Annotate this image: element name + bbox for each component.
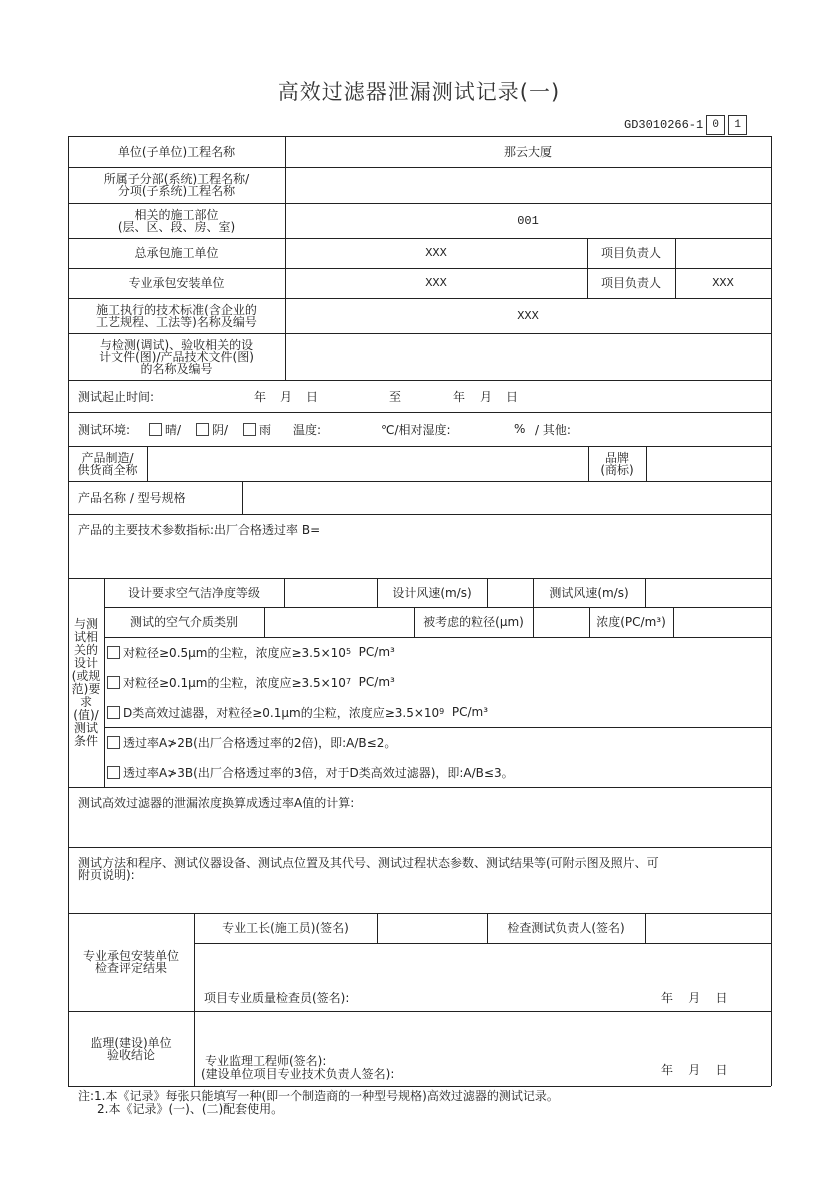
start-day: 日 <box>306 389 319 404</box>
supervision-label-line2: 验收结论 <box>106 1047 155 1062</box>
checkbox[interactable] <box>107 646 120 659</box>
main-params[interactable]: 产品的主要技术参数指标:出厂合格透过率 B= <box>78 523 321 537</box>
weather-option-rainy[interactable] <box>243 412 271 446</box>
location-label <box>68 203 285 238</box>
ratio-condition-item[interactable] <box>107 757 514 787</box>
supervision-date[interactable]: 年 月 日 <box>661 1062 728 1077</box>
test-velocity-value[interactable] <box>645 578 771 607</box>
end-month: 月 <box>480 389 493 404</box>
general-pm-label: 项目负责人 <box>600 246 661 260</box>
end-day: 日 <box>506 389 519 404</box>
standard-label-line1: 施工执行的技术标准(含企业的 <box>96 302 257 317</box>
name-model-value[interactable] <box>242 481 771 514</box>
project-name-value[interactable]: 那云大厦 <box>503 144 552 159</box>
condition-unit: PC/m³ <box>351 675 395 689</box>
condition-text: 对粒径≥0.5μm的尘粒，浓度应≥3.5×10 <box>123 645 346 660</box>
medium-value[interactable] <box>264 607 414 637</box>
start-month: 月 <box>280 389 293 404</box>
general-pm-value[interactable] <box>675 238 771 268</box>
table-border-right <box>771 136 772 1086</box>
medium-label: 测试的空气介质类别 <box>129 615 238 629</box>
ratio-condition-text: 透过率A≯2B(出厂合格透过率的2倍)，即:A/B≤2。 <box>123 735 397 750</box>
location-label-line1: 相关的施工部位 <box>134 207 219 222</box>
checkbox[interactable] <box>149 423 162 436</box>
test-time-label: 测试起止时间: <box>78 389 155 404</box>
particle-size-label: 被考虑的粒径(μm) <box>423 615 524 629</box>
inspection-date[interactable]: 年 月 日 <box>661 990 728 1005</box>
note-2: 2.本《记录》(一)、(二)配套使用。 <box>97 1102 284 1116</box>
checkbox[interactable] <box>107 676 120 689</box>
manufacturer-label <box>68 446 147 481</box>
particle-size-value[interactable] <box>533 607 589 637</box>
row-divider <box>194 943 771 944</box>
specialty-pm-value[interactable]: XXX <box>712 276 734 290</box>
brand-label-line1: 品牌 <box>604 450 629 465</box>
ratio-condition-text: 透过率A≯3B(出厂合格透过率的3倍，对于D类高效过滤器)，即:A/B≤3。 <box>123 765 514 780</box>
quality-inspector-label[interactable]: 项目专业质量检查员(签名): <box>204 990 350 1005</box>
inspection-label-line1: 专业承包安装单位 <box>82 949 179 963</box>
design-docs-value[interactable] <box>285 333 771 380</box>
code-box-1[interactable]: 0 <box>706 115 725 135</box>
method-label-line1: 测试方法和程序、测试仪器设备、测试点位置及其代号、测试过程状态参数、测试结果等(可附示图及照片、可 <box>78 856 659 870</box>
name-model-label: 产品名称 / 型号规格 <box>78 490 186 505</box>
design-docs-label-line1: 与检测(调试)、验收相关的设 <box>99 337 254 352</box>
inspection-label-line2: 检查评定结果 <box>94 961 167 975</box>
general-contractor-label: 总承包施工单位 <box>134 246 219 260</box>
code-box-2[interactable]: 1 <box>728 115 747 135</box>
environment-label: 测试环境: <box>78 422 131 437</box>
sunny-label: 晴/ <box>165 422 182 437</box>
end-year: 年 <box>453 389 466 404</box>
checkbox[interactable] <box>243 423 256 436</box>
foreman-signature[interactable] <box>377 913 487 943</box>
condition-item[interactable]: 对粒径≥0.1μm的尘粒，浓度应≥3.5×10 7 PC/m³ <box>107 667 395 697</box>
checkbox[interactable] <box>107 736 120 749</box>
brand-label-line2: (商标) <box>600 462 634 477</box>
design-docs-label <box>68 333 285 380</box>
engineer-label-line2: (建设单位项目专业技术负责人签名): <box>201 1067 395 1081</box>
row-divider <box>68 380 771 381</box>
subdivision-value[interactable] <box>285 167 771 203</box>
checkbox[interactable] <box>107 766 120 779</box>
brand-value[interactable] <box>646 446 771 481</box>
humidity-label: ℃/相对湿度: <box>381 422 451 437</box>
supervision-label-line1: 监理(建设)单位 <box>90 1035 172 1050</box>
temperature-label: 温度: <box>293 422 322 437</box>
test-leader-label: 检查测试负责人(签名) <box>507 921 625 935</box>
design-velocity-value[interactable] <box>487 578 533 607</box>
weather-option-cloudy[interactable] <box>196 412 228 446</box>
requirements-side-label: 与测试相关的设计(或规范)要求(值)/测试条件 <box>71 616 101 748</box>
method-section[interactable] <box>68 847 771 913</box>
condition-item[interactable]: D类高效过滤器，对粒径≥0.1μm的尘粒，浓度应≥3.5×10 9 PC/m³ <box>107 697 488 727</box>
test-leader-signature[interactable] <box>645 913 771 943</box>
brand-label <box>588 446 646 481</box>
supervision-label <box>68 1011 194 1086</box>
subdivision-label-line1: 所属子分部(系统)工程名称/ <box>103 172 250 186</box>
other-label: / 其他: <box>535 422 571 437</box>
condition-text: D类高效过滤器，对粒径≥0.1μm的尘粒，浓度应≥3.5×10 <box>123 705 440 720</box>
condition-unit: PC/m³ <box>444 705 489 719</box>
condition-text: 对粒径≥0.1μm的尘粒，浓度应≥3.5×10 <box>123 675 346 690</box>
location-label-line2: (层、区、段、房、室) <box>117 219 236 234</box>
rainy-label: 雨 <box>259 422 272 437</box>
condition-unit: PC/m³ <box>351 645 395 659</box>
to-label: 至 <box>389 389 402 404</box>
specialty-contractor-value[interactable]: XXX <box>425 276 447 290</box>
standard-label <box>68 298 285 333</box>
manufacturer-label-line2: 供货商全称 <box>77 462 138 477</box>
percent-label: % <box>514 422 526 436</box>
design-velocity-label: 设计风速(m/s) <box>392 585 472 600</box>
project-name-label: 单位(子单位)工程名称 <box>117 144 236 159</box>
specialty-pm-label: 项目负责人 <box>600 276 661 290</box>
subdivision-label-line2: 分项(子系统)工程名称 <box>117 184 236 198</box>
weather-option-sunny[interactable] <box>149 412 181 446</box>
test-velocity-label: 测试风速(m/s) <box>549 585 629 600</box>
specialty-contractor-label: 专业承包安装单位 <box>128 276 225 290</box>
manufacturer-value[interactable] <box>147 446 588 481</box>
design-docs-label-line3: 的名称及编号 <box>140 361 213 376</box>
cloudy-label: 阴/ <box>212 422 229 437</box>
cleanliness-value[interactable] <box>284 578 377 607</box>
ratio-condition-item[interactable] <box>107 727 396 757</box>
table-border-bottom <box>68 1086 771 1087</box>
location-value[interactable]: 001 <box>517 213 539 228</box>
subdivision-label <box>68 167 285 203</box>
cleanliness-label: 设计要求空气洁净度等级 <box>127 585 260 600</box>
condition-item[interactable]: 对粒径≥0.5μm的尘粒，浓度应≥3.5×10 5 PC/m³ <box>107 637 395 667</box>
document-title: 高效过滤器泄漏测试记录(一) <box>277 80 561 104</box>
concentration-value[interactable] <box>673 607 771 637</box>
document-code <box>624 115 747 135</box>
checkbox[interactable] <box>196 423 209 436</box>
supervision-engineer-label[interactable] <box>201 1055 394 1081</box>
standard-value[interactable]: XXX <box>517 308 539 323</box>
concentration-label: 浓度(PC/m³) <box>596 615 666 629</box>
note-1: 注:1.本《记录》每张只能填写一种(即一个制造商的一种型号规格)高效过滤器的测试记录。 <box>78 1089 559 1103</box>
general-contractor-value[interactable]: XXX <box>425 246 447 260</box>
engineer-label-line1: 专业监理工程师(签名): <box>205 1054 327 1068</box>
method-label-line2: 附页说明): <box>78 868 135 882</box>
start-year: 年 <box>254 389 267 404</box>
foreman-label: 专业工长(施工员)(签名) <box>222 921 349 935</box>
calculation-section[interactable]: 测试高效过滤器的泄漏浓度换算成透过率A值的计算: <box>78 796 355 810</box>
code-prefix: GD3010266-1 <box>624 118 704 132</box>
standard-label-line2: 工艺规程、工法等)名称及编号 <box>96 314 257 329</box>
design-docs-label-line2: 计文件(图)/产品技术文件(图) <box>99 349 254 364</box>
checkbox[interactable] <box>107 706 120 719</box>
inspection-label <box>68 913 194 1011</box>
manufacturer-label-line1: 产品制造/ <box>81 450 134 465</box>
